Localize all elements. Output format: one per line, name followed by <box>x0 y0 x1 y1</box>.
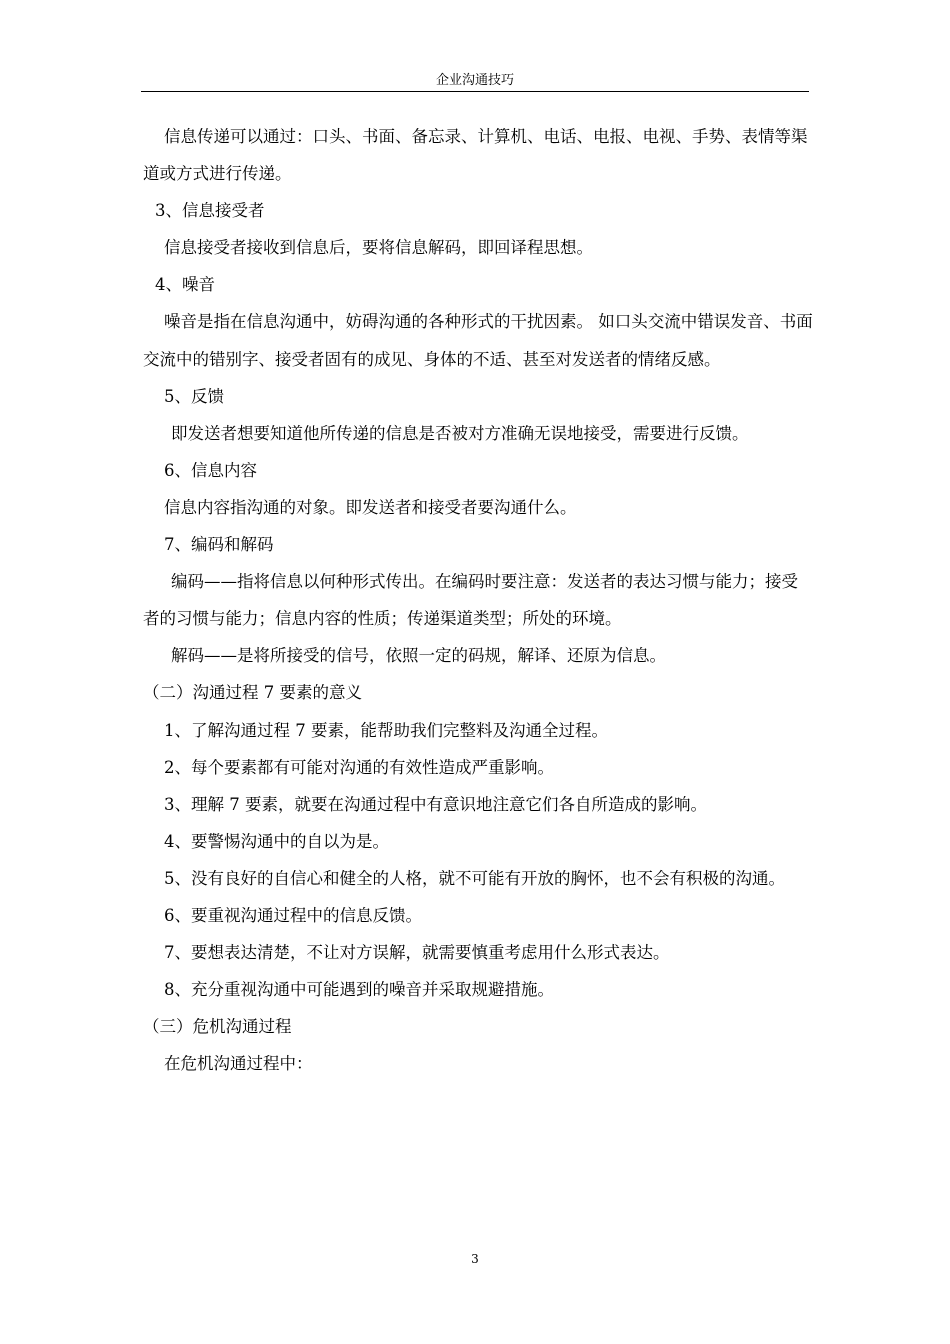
paragraph-receiver: 信息接受者接收到信息后，要将信息解码，即回译程思想。 <box>164 238 593 258</box>
heading-content: 6、信息内容 <box>164 460 257 480</box>
list-item: 6、要重视沟通过程中的信息反馈。 <box>164 905 422 925</box>
paragraph-crisis: 在危机沟通过程中： <box>164 1054 313 1074</box>
paragraph-feedback: 即发送者想要知道他所传递的信息是否被对方准确无误地接受，需要进行反馈。 <box>171 423 749 443</box>
section-heading-crisis: （三）危机沟通过程 <box>143 1017 292 1037</box>
heading-receiver: 3、信息接受者 <box>155 201 265 221</box>
paragraph-noise: 噪音是指在信息沟通中，妨碍沟通的各种形式的干扰因素。 如口头交流中错误发音、书面交流中的错别字、接受者固有的成见、身体的不适、甚至对发送者的情绪反感。 <box>143 312 813 369</box>
list-item: 4、要警惕沟通中的自以为是。 <box>164 831 389 851</box>
heading-noise: 4、噪音 <box>155 275 215 295</box>
paragraph-channels: 信息传递可以通过：口头、书面、备忘录、计算机、电话、电报、电视、手势、表情等渠道或方式进行传递。 <box>143 127 808 184</box>
header-rule <box>141 91 809 92</box>
paragraph-encoding: 编码——指将信息以何种形式传出。在编码时要注意：发送者的表达习惯与能力；接受者的习惯与能力；信息内容的性质；传递渠道类型；所处的环境。 <box>143 572 798 629</box>
list-item: 7、要想表达清楚，不让对方误解，就需要慎重考虑用什么形式表达。 <box>164 943 670 963</box>
list-item: 2、每个要素都有可能对沟通的有效性造成严重影响。 <box>164 757 554 777</box>
running-header: 企业沟通技巧 <box>435 73 514 88</box>
list-item: 1、了解沟通过程 7 要素，能帮助我们完整料及沟通全过程。 <box>164 720 608 740</box>
heading-feedback: 5、反馈 <box>164 386 224 406</box>
section-heading-significance: （二）沟通过程 7 要素的意义 <box>143 683 362 703</box>
list-item: 5、没有良好的自信心和健全的人格，就不可能有开放的胸怀，也不会有积极的沟通。 <box>164 868 785 888</box>
paragraph-content: 信息内容指沟通的对象。即发送者和接受者要沟通什么。 <box>164 497 577 517</box>
paragraph-decoding: 解码——是将所接受的信号，依照一定的码规，解译、还原为信息。 <box>171 646 666 666</box>
page-number: 3 <box>471 1252 479 1266</box>
heading-encoding: 7、编码和解码 <box>164 535 274 555</box>
body-text <box>143 118 813 1082</box>
list-item: 3、理解 7 要素，就要在沟通过程中有意识地注意它们各自所造成的影响。 <box>164 794 707 814</box>
list-item: 8、充分重视沟通中可能遇到的噪音并采取规避措施。 <box>164 980 554 1000</box>
